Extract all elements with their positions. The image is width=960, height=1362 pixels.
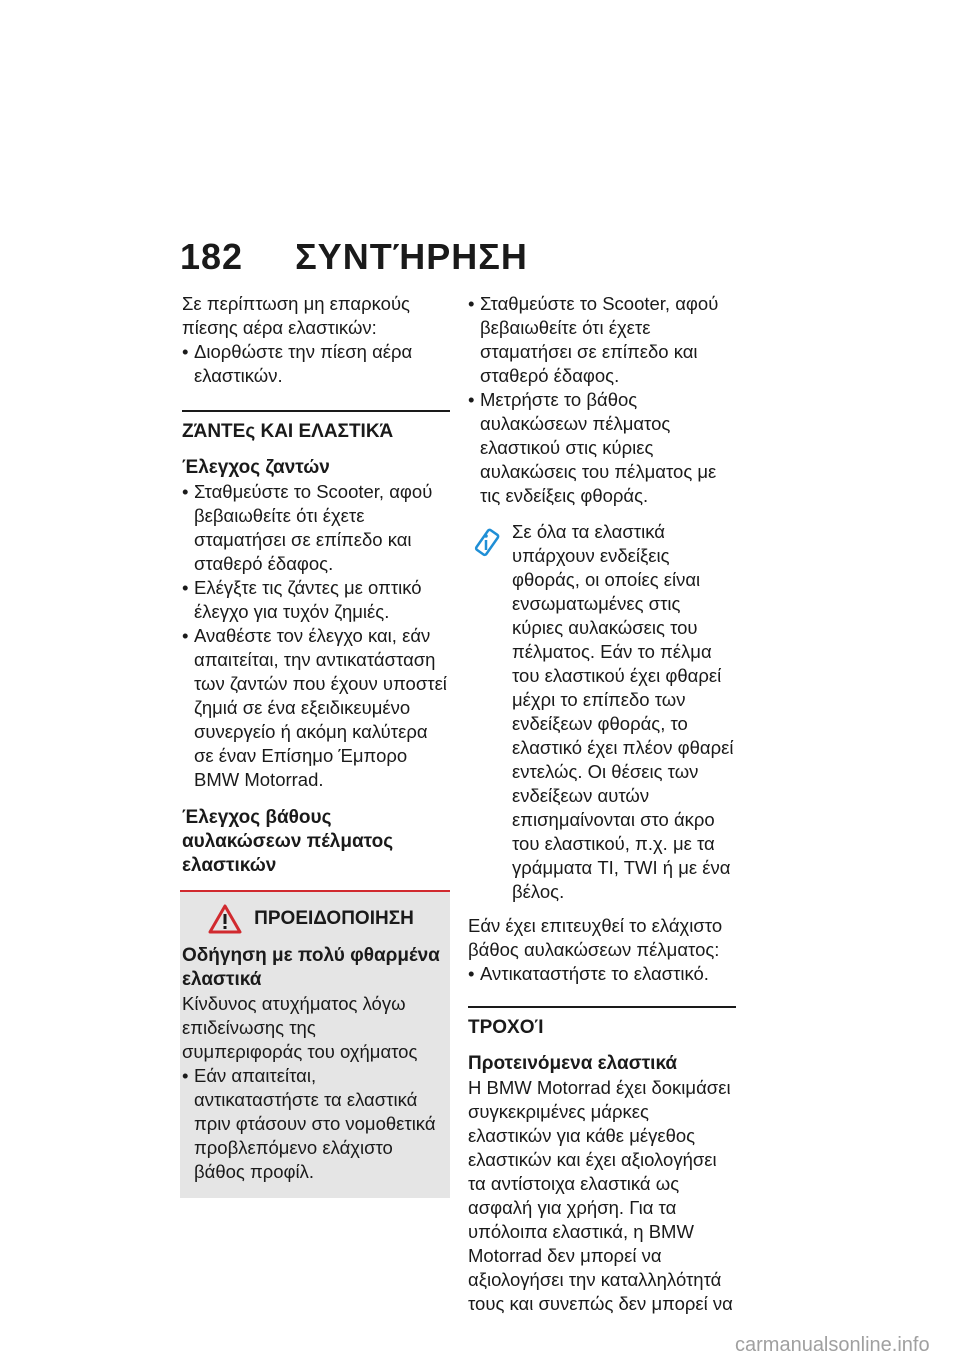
section-title-wheels: ΤΡΟΧΟΊ [468,1006,736,1040]
chapter-title: ΣΥΝΤΉΡΗΣΗ [295,236,528,277]
warning-body: Κίνδυνος ατυχήματος λόγω επιδείνωσης της συμπεριφοράς του οχήματος [182,993,418,1062]
list-item: • Σταθμεύστε το Scooter, αφού βεβαιωθείτε ότι έχετε σταματήσει σε επίπεδο και σταθερό έδαφος. [182,481,433,574]
bullet-dot-icon: • [182,1065,189,1086]
subsection-title-rim-check: Έλεγχος ζαντών [182,457,330,478]
recommended-tyres-body: Η BMW Motorrad έχει δοκιμάσει συγκεκριμένες μάρκες ελαστικών για κάθε μέγεθος ελαστικών και έχει αξιολογήσει τα αντίστοιχα ελαστικά ως ασφαλή για χρήση. Για τα υπόλοιπα ελαστικά, η BMW Motorrad δεν μπορεί να αξιολογήσει την καταλληλότητά τους και συνεπώς δεν μπορεί να [468,1077,733,1314]
bullet-dot-icon: • [182,341,189,362]
list-item: • Αναθέστε τον έλεγχο και, εάν απαιτείται, την αντικατάσταση των ζαντών που έχουν υποστεί ζημιά σε ένα εξειδικευμένο συνεργείο ή ακόμη καλύτερα σε έναν Επίσημο Έμπορο BMW Motorrad. [182,625,447,790]
page-number: 182 [180,236,244,277]
list-item: • Σταθμεύστε το Scooter, αφού βεβαιωθείτε ότι έχετε σταματήσει σε επίπεδο και σταθερό έδαφος. [468,293,719,386]
bullet-dot-icon: • [468,389,475,410]
list-item: • Διορθώστε την πίεση αέρα ελαστικών. [182,341,413,386]
right-column [468,292,736,1316]
watermark: carmanualsonline.info [735,1334,930,1356]
warning-triangle-icon [208,904,242,934]
info-text: Σε όλα τα ελαστικά υπάρχουν ενδείξεις φθοράς, οι οποίες είναι ενσωματωμένες στις κύριες αυλακώσεις του πέλματος. Εάν το πέλμα του ελαστικού έχει φθαρεί μέχρι το επίπεδο των ενδείξεων φθοράς, το ελαστικό έχει πλέον φθαρεί εντελώς. Οι θέσεις των ενδείξεων αυτών επισημαίνονται στο άκρο του ελαστικού, π.χ. με τα γράμματα TI, TWI ή με ένα βέλος. [512,521,734,902]
subsection-title-recommended-tyres: Προτεινόμενα ελαστικά [468,1053,678,1074]
bullet-dot-icon: • [182,577,189,598]
list-item: • Ελέγξτε τις ζάντες με οπτικό έλεγχο για τυχόν ζημιές. [182,577,422,622]
intro-text: Σε περίπτωση μη επαρκούς πίεσης αέρα ελαστικών: [182,293,410,338]
list-item: • Αντικαταστήστε το ελαστικό. [468,963,709,984]
info-note [468,520,736,904]
info-pencil-icon [468,526,504,562]
warning-heading: Οδήγηση με πολύ φθαρμένα ελαστικά [182,945,440,990]
warning-box [180,890,450,1198]
bullet-dot-icon: • [468,963,475,984]
bullet-dot-icon: • [182,481,189,502]
subsection-title-tread-depth: Έλεγχος βάθους αυλακώσεων πέλματος ελαστικών [182,807,394,876]
list-item: • Εάν απαιτείται, αντικαταστήστε τα ελαστικά πριν φτάσουν στο νομοθετικά προβλεπόμενο ελάχιστο βάθος προφίλ. [182,1065,436,1182]
bullet-dot-icon: • [182,625,189,646]
warning-label: ΠΡΟΕΙΔΟΠΟΙΗΣΗ [254,908,414,929]
section-title-rims-tyres: ΖΆΝΤΕς ΚΑΙ ΕΛΑΣΤΙΚΆ [182,410,450,444]
warning-header [182,904,440,934]
list-item: • Μετρήστε το βάθος αυλακώσεων πέλματος ελαστικού στις κύριες αυλακώσεις του πέλματος με τις ενδείξεις φθοράς. [468,389,717,506]
bullet-dot-icon: • [468,293,475,314]
page-header [180,236,528,278]
min-depth-text: Εάν έχει επιτευχθεί το ελάχιστο βάθος αυλακώσεων πέλματος: [468,915,723,960]
left-column [182,292,450,1198]
